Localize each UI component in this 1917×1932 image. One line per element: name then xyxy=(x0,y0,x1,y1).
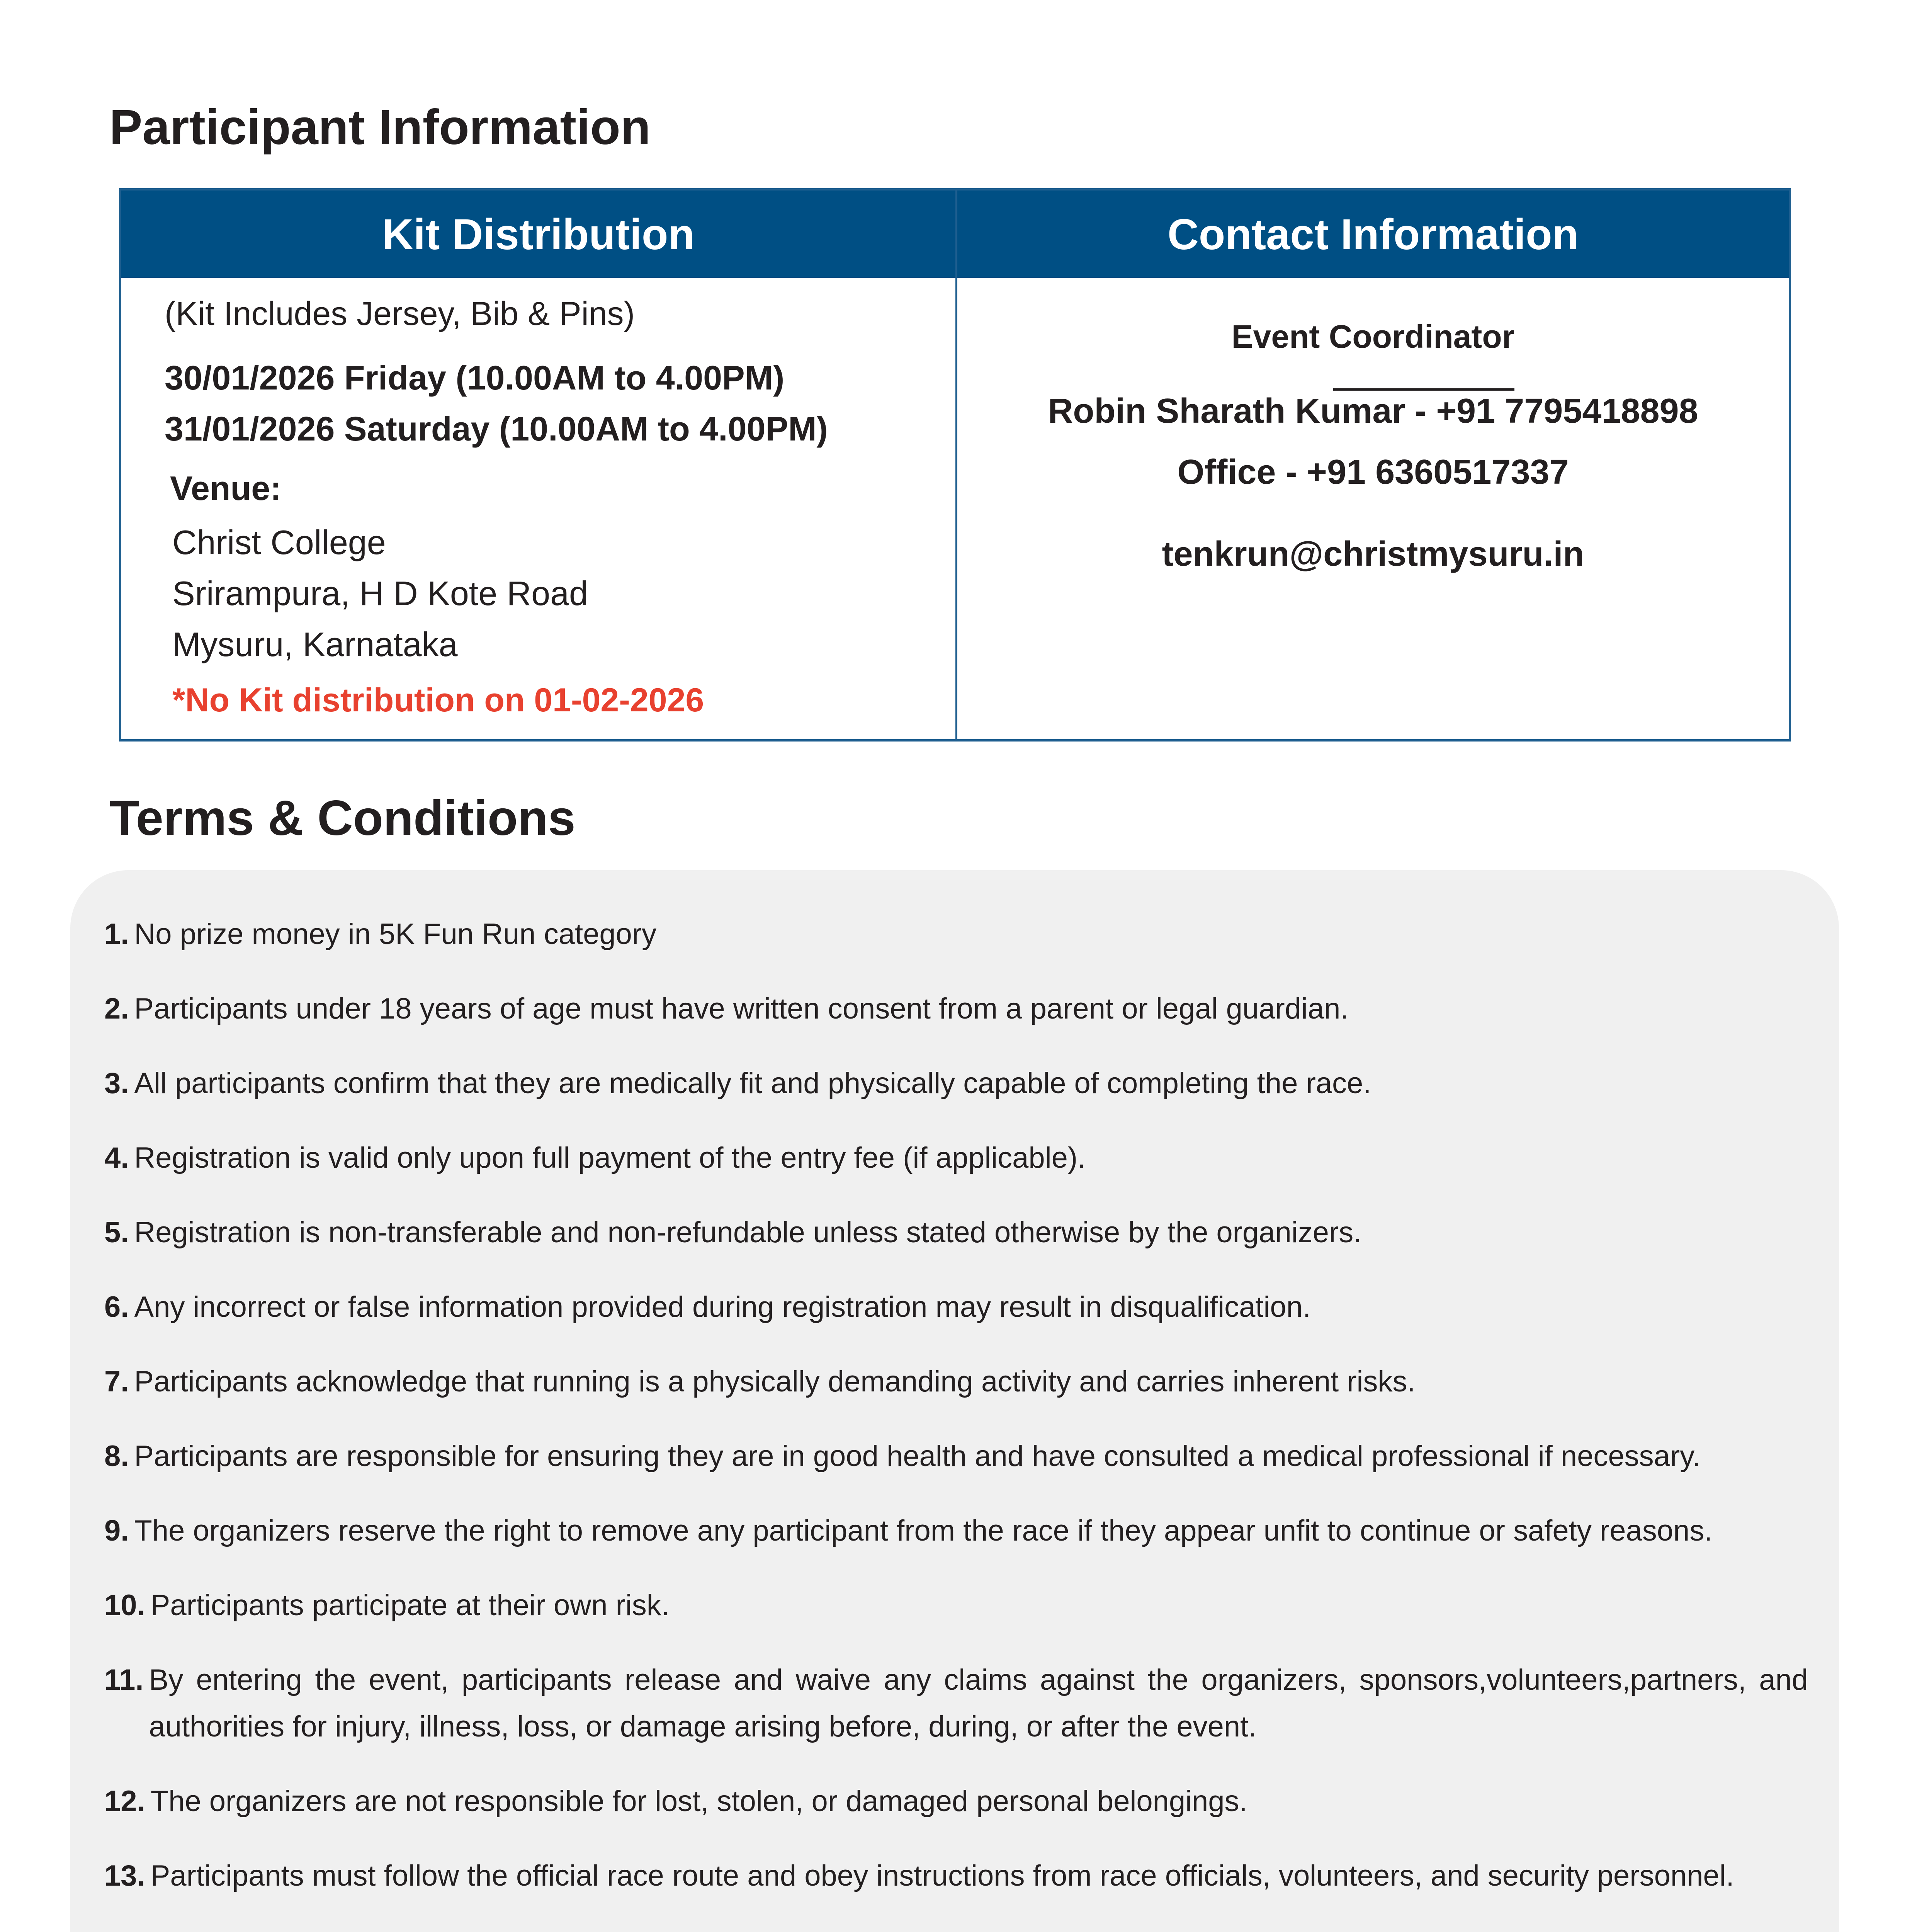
kit-date-friday: 30/01/2026 Friday (10.00AM to 4.00PM) xyxy=(165,359,785,397)
term-text: Any incorrect or false information provided during registration may result in disqualification. xyxy=(134,1291,1311,1323)
participant-info-table xyxy=(119,188,1791,742)
term-text: The organizers are not responsible for lost, stolen, or damaged personal belongings. xyxy=(150,1785,1247,1818)
term-text: Participants participate at their own risk. xyxy=(150,1589,670,1622)
term-number: 4. xyxy=(104,1141,129,1174)
coordinator-underline xyxy=(1333,388,1514,391)
term-number: 3. xyxy=(104,1067,129,1100)
coordinator-phone: Robin Sharath Kumar - +91 7795418898 xyxy=(1048,392,1698,430)
term-number xyxy=(104,1927,145,1932)
venue-label: Venue: xyxy=(170,469,282,507)
term-item xyxy=(104,1582,1808,1629)
term-number: 2. xyxy=(104,992,129,1025)
venue-line-1: Christ College xyxy=(172,523,386,561)
term-item xyxy=(104,1060,1808,1107)
term-item xyxy=(104,911,1808,957)
no-kit-notice: *No Kit distribution on 01-02-2026 xyxy=(172,682,704,719)
term-item xyxy=(104,1433,1808,1480)
term-item xyxy=(104,1852,1808,1899)
term-text: Participants are responsible for ensuring they are in good health and have consulted a medical professional if necessary. xyxy=(134,1440,1701,1473)
participant-info-heading: Participant Information xyxy=(109,100,651,155)
event-coordinator-label: Event Coordinator xyxy=(1231,318,1515,355)
term-text: The organizers reserve the right to remove any participant from the race if they appear unfit to continue or safety reasons. xyxy=(134,1514,1713,1547)
term-number: 1. xyxy=(104,918,129,951)
term-item xyxy=(104,985,1808,1032)
term-number: 10. xyxy=(104,1589,145,1622)
term-text: Participants under 18 years of age must have written consent from a parent or legal guardian. xyxy=(134,992,1349,1025)
kit-distribution-column xyxy=(121,190,957,739)
contact-information-column xyxy=(957,190,1789,739)
term-number: 12. xyxy=(104,1785,145,1818)
term-number: 11. xyxy=(104,1663,144,1696)
term-text: Registration is valid only upon full payment of the entry fee (if applicable). xyxy=(134,1141,1086,1174)
term-number: 5. xyxy=(104,1216,129,1249)
terms-heading: Terms & Conditions xyxy=(109,791,576,846)
term-number: 8. xyxy=(104,1440,129,1473)
kit-date-saturday: 31/01/2026 Saturday (10.00AM to 4.00PM) xyxy=(165,410,828,448)
term-item xyxy=(104,1656,1808,1750)
term-item xyxy=(104,1778,1808,1825)
contact-email: tenkrun@christmysuru.in xyxy=(1162,535,1584,573)
term-text xyxy=(151,1927,1808,1932)
term-number: 9. xyxy=(104,1514,129,1547)
contact-information-header: Contact Information xyxy=(957,190,1789,278)
term-item xyxy=(104,1927,1808,1932)
term-item xyxy=(104,1134,1808,1181)
kit-distribution-header: Kit Distribution xyxy=(121,190,955,278)
venue-line-3: Mysuru, Karnataka xyxy=(172,625,458,663)
term-item xyxy=(104,1209,1808,1256)
event-coordinator-title xyxy=(957,318,1789,393)
term-item xyxy=(104,1358,1808,1405)
kit-includes-note: (Kit Includes Jersey, Bib & Pins) xyxy=(165,295,635,332)
term-item xyxy=(104,1507,1808,1554)
term-text: By entering the event, participants release and waive any claims against the organizers, sponsors,volunteers,partners, and authorities for injury, illness, loss, or damage arising before, during, or after the event. xyxy=(149,1663,1808,1743)
term-number: 13. xyxy=(104,1859,145,1892)
term-item xyxy=(104,1284,1808,1330)
office-phone: Office - +91 6360517337 xyxy=(1177,453,1569,492)
term-text: Registration is non-transferable and non-refundable unless stated otherwise by the organizers. xyxy=(134,1216,1362,1249)
term-text: No prize money in 5K Fun Run category xyxy=(134,918,657,951)
term-number: 7. xyxy=(104,1365,129,1398)
term-text: Participants acknowledge that running is a physically demanding activity and carries inherent risks. xyxy=(134,1365,1416,1398)
term-number: 6. xyxy=(104,1291,129,1323)
term-text: Participants must follow the official race route and obey instructions from race officials, volunteers, and security personnel. xyxy=(150,1859,1734,1892)
venue-line-2: Srirampura, H D Kote Road xyxy=(172,574,588,612)
terms-panel xyxy=(70,870,1839,1932)
term-text: All participants confirm that they are medically fit and physically capable of completing the race. xyxy=(134,1067,1371,1100)
